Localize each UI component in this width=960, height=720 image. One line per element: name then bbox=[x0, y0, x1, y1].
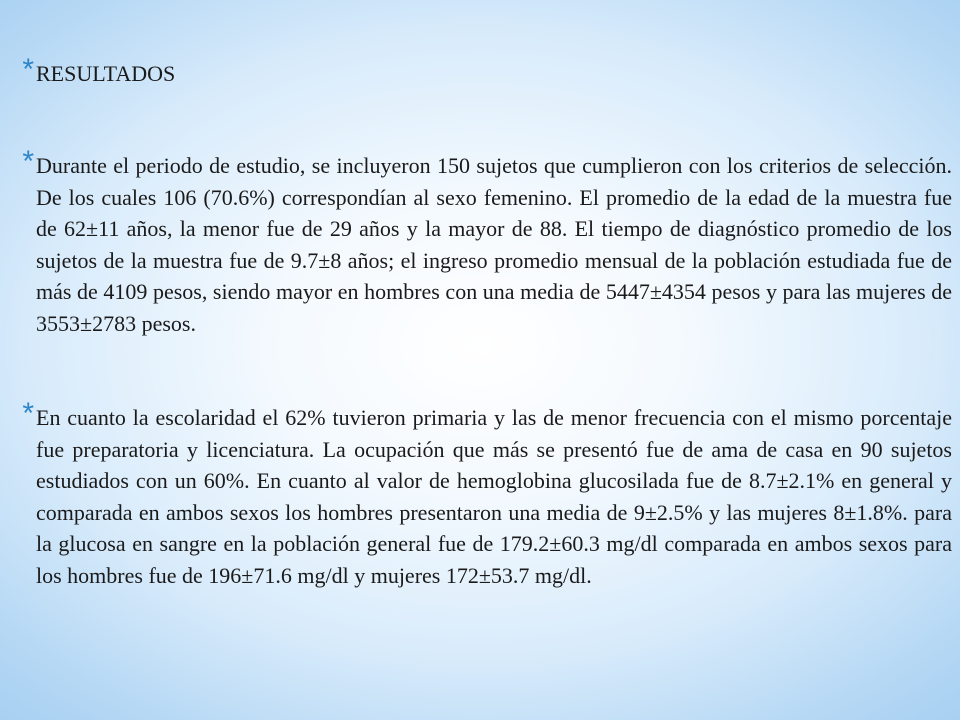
paragraph-study-period: Durante el periodo de estudio, se incluyeron 150 sujetos que cumplieron con los criterios de selección. De los cuales 106 (70.6%) correspondían al sexo femenino. El promedio de la edad de la muestra fue de 62±11 años, la menor fue de 29 años y la mayor de 88. El tiempo de diagnóstico promedio de los sujetos de la muestra fue de 9.7±8 años; el ingreso promedio mensual de la población estudiada fue de más de 4109 pesos, siendo mayor en hombres con una media de 5447±4354 pesos y para las mujeres de 3553±2783 pesos. bbox=[36, 153, 952, 336]
bullet-heading bbox=[12, 53, 952, 90]
asterisk-bullet-icon: * bbox=[22, 397, 34, 430]
bullet-paragraph-1 bbox=[12, 145, 952, 339]
heading-resultados: RESULTADOS bbox=[36, 61, 176, 86]
paragraph-schooling-occupation: En cuanto la escolaridad el 62% tuvieron primaria y las de menor frecuencia con el mismo porcentaje fue preparatoria y licenciatura. La ocupación que más se presentó fue de ama de casa en 90 sujetos estudiados con un 60%. En cuanto al valor de hemoglobina glucosilada fue de 8.7±2.1% en general y comparada en ambos sexos los hombres presentaron una media de 9±2.5% y las mujeres 8±1.8%. para la glucosa en sangre en la población general fue de 179.2±60.3 mg/dl comparada en ambos sexos para los hombres fue de 196±71.6 mg/dl y mujeres 172±53.7 mg/dl. bbox=[36, 405, 952, 588]
bullet-paragraph-2 bbox=[12, 397, 952, 591]
asterisk-bullet-icon: * bbox=[22, 145, 34, 178]
asterisk-bullet-icon: * bbox=[22, 53, 34, 86]
